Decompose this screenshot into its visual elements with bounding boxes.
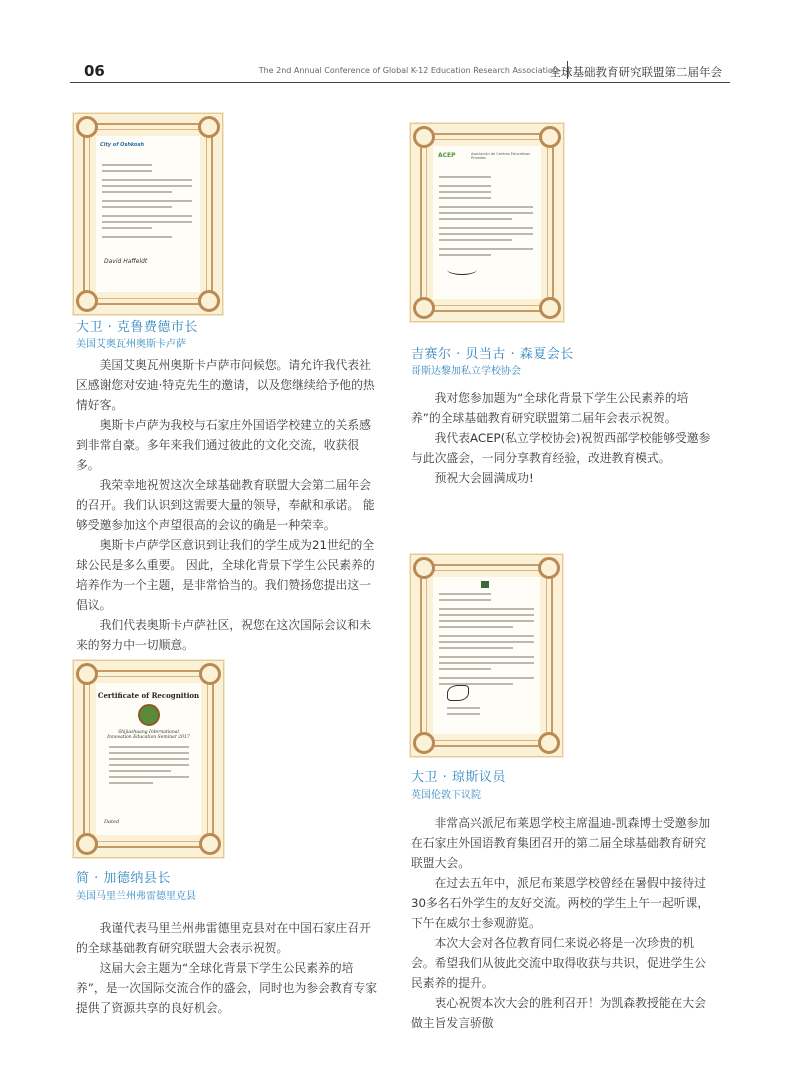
- signer-title-oshkosh: 美国艾奥瓦州奥斯卡卢萨: [76, 339, 186, 350]
- letter-text-parliament: 非常高兴派尼布莱恩学校主席温迪-凯森博士受邀参加在石家庄外国语教育集团召开的第二届全球基础教育研究联盟大会。 在过去五年中，派尼布莱恩学校曾经在暑假中接待过30多名石外学生的友好交流。两校的学生上午一起听课，下午在威尔士参观游览。 本次大会对各位教育同仁来说必将是一次珍贵的机会。希望我们从彼此交流中取得收获与共识，促进学生公民素养的提升。 衷心祝贺本次大会的胜利召开！为凯森教授能在大会做主旨发言骄傲: [411, 816, 711, 1030]
- acep-letterhead: Asociación de Centros Educativos Privados: [471, 152, 530, 160]
- certificate-image: [73, 660, 224, 858]
- acep-logo: ACEP: [438, 152, 456, 159]
- certificate-title: Certificate of Recognition: [97, 691, 200, 700]
- city-logo: City of Oshkosh: [100, 142, 145, 148]
- letter-text-acep: 我对您参加题为“全球化背景下学生公民素养的培养”的全球基础教育研究联盟第二届年会表示祝贺。 我代表ACEP(私立学校协会)祝贺西部学校能够受邀参与此次盛会，一同分享教育经验，改进教育模式。 预祝大会圆满成功!: [411, 391, 711, 485]
- header-title-en: The 2nd Annual Conference of Global K-12 Education Research Association: [258, 66, 558, 75]
- letter-image-acep: [410, 123, 564, 322]
- signer-title-acep: 哥斯达黎加私立学校协会: [411, 366, 521, 377]
- letter-text-oshkosh: 美国艾奥瓦州奥斯卡卢萨市问候您。请允许我代表社区感谢您对安迪·特克先生的邀请，以及您继续给予他的热情好客。 奥斯卡卢萨为我校与石家庄外国语学校建立的关系感到非常自豪。多年来我们通过彼此的文化交流，收获很多。 我荣幸地祝贺这次全球基础教育联盟大会第二届年会的召开。我们认识到这需要大量的领导，奉献和承诺。 能够受邀参加这个声望很高的会议的确是一种荣幸。 奥斯卡卢萨学区意识到让我们的学生成为21世纪的全球公民是多么重要。 因此，全球化背景下学生公民素养的培养作为一个主题，是非常恰当的。我们赞扬您提出这一倡议。 我们代表奥斯卡卢萨社区，祝您在这次国际会议和未来的努力中一切顺意。: [76, 358, 375, 652]
- signer-name-acep: 吉赛尔 · 贝当古 · 森夏会长: [411, 347, 574, 362]
- header-title-cn: 全球基础教育研究联盟第二届年会: [549, 65, 722, 79]
- signature: David Haffeldt: [104, 258, 148, 265]
- page-header: [70, 60, 730, 83]
- signature-mark: [447, 264, 477, 275]
- certificate-line1: Shijiazhuang International: [118, 730, 179, 735]
- county-seal: [138, 704, 160, 726]
- certificate-line2: Innovation Education Seminar 2017: [107, 735, 190, 740]
- signer-name-certificate: 简 · 加德纳县长: [76, 871, 171, 886]
- letter-text-certificate: 我谨代表马里兰州弗雷德里克县对在中国石家庄召开的全球基础教育研究联盟大会表示祝贺。 这届大会主题为“全球化背景下学生公民素养的培养”，是一次国际交流合作的盛会，同时也为参会教育专家提供了资源共享的良好机会。: [76, 921, 378, 1015]
- letter-image-parliament: [410, 554, 563, 757]
- signer-name-parliament: 大卫 · 琼斯议员: [411, 770, 506, 785]
- certificate-dated: Dated: [104, 819, 120, 825]
- page-number: 06: [84, 62, 105, 80]
- signer-title-parliament: 英国伦敦下议院: [411, 790, 481, 801]
- signature-mark: [447, 685, 469, 701]
- portcullis-icon: [481, 581, 489, 588]
- letter-image-oshkosh: [73, 113, 223, 315]
- signer-name-oshkosh: 大卫 · 克鲁费德市长: [76, 320, 198, 335]
- signer-title-certificate: 美国马里兰州弗雷德里克县: [76, 891, 196, 902]
